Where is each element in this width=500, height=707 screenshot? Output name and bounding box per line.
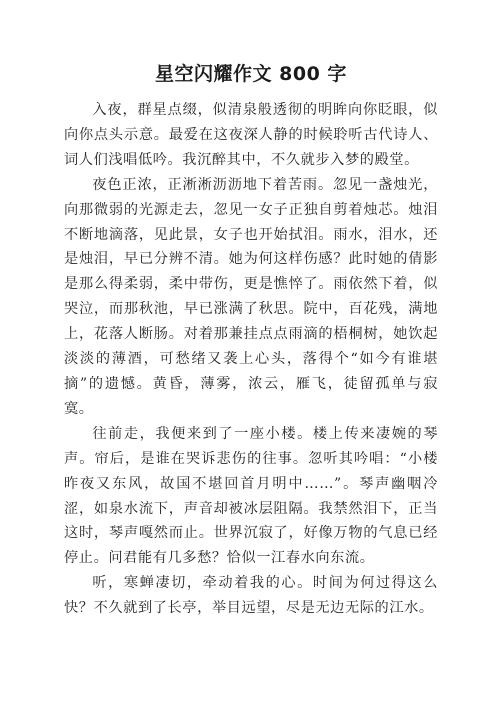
paragraph: 入夜，群星点缀，似清泉般透彻的明眸向你眨眼，似向你点头示意。最爱在这夜深人静的时候聆听古代诗人、词人们浅唱低吟。我沉醉其中，不久就步入梦的殿堂。: [64, 102, 438, 168]
paragraph: 听，寒蝉凄切，牵动着我的心。时间为何过得这么快？不久就到了长亭，举目远望，尽是无边无际的江水。: [64, 575, 438, 617]
document-title: 星空闪耀作文 800 字: [155, 63, 347, 85]
paragraph: 往前走，我便来到了一座小楼。楼上传来凄婉的琴声。帘后，是谁在哭诉悲伤的往事。忽听其吟唱：“小楼昨夜又东风，故国不堪回首月明中……”。琴声幽咽冷涩，如泉水流下，声音却被冰层阻隔。我禁然泪下，正当这时，琴声嘎然而止。世界沉寂了，好像万物的气息已经停止。问君能有几多愁？恰似一江春水向东流。: [64, 425, 438, 567]
paragraph: 夜色正浓，正淅淅沥沥地下着苦雨。忽见一盏烛光，向那微弱的光源走去，忽见一女子正独自剪着烛芯。烛泪不断地滴落，见此景，女子也开始拭泪。雨水，泪水，还是烛泪，早已分辨不清。她为何这样伤感？此时她的倩影是那么得柔弱，柔中带伤，更是憔悴了。雨依然下着，似哭泣，而那秋池，早已涨满了秋思。院中，百花残，满地上，花落人断肠。对着那兼挂点点雨滴的梧桐树，她饮起淡淡的薄酒，可愁绪又袭上心头，落得个“如今有谁堪摘”的遗憾。黄昏，薄雾，浓云，雁飞，徒留孤单与寂寞。: [64, 176, 438, 417]
